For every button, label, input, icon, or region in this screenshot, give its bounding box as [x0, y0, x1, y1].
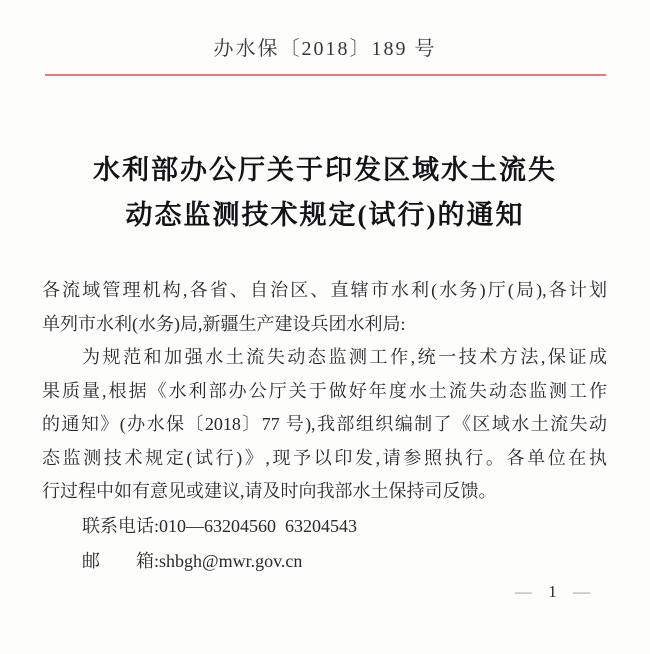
- body-line-salutation-2: 单列市水利(水务)局,新疆生产建设兵团水利局:: [42, 313, 406, 334]
- page-number-value: 1: [548, 582, 557, 601]
- body-line-paragraph-2: 果质量,根据《水利部办公厅关于做好年度水土流失动态监测工作: [42, 380, 607, 401]
- title-line-1: 水利部办公厅关于印发区域水土流失: [93, 155, 557, 185]
- document-body: [42, 274, 607, 579]
- title-line-2: 动态监测技术规定(试行)的通知: [125, 200, 525, 230]
- page-number-dash-right: —: [573, 582, 590, 601]
- page-number-dash-left: —: [515, 582, 532, 601]
- body-line-paragraph-5: 行过程中如有意见或建议,请及时向我部水土保持司反馈。: [42, 481, 497, 501]
- body-line-paragraph-4: 态监测技术规定(试行)》,现予以印发,请参照执行。各单位在执: [42, 447, 607, 468]
- document-number: 办水保〔2018〕189 号: [213, 38, 437, 60]
- contact-phone-line: 联系电话:010—63204560 63204543: [82, 515, 358, 536]
- page-number: [515, 582, 590, 602]
- red-divider-line: [45, 74, 606, 76]
- body-line-paragraph-3: 的通知》(办水保〔2018〕77 号),我部组织编制了《区域水土流失动: [42, 414, 607, 434]
- body-line-paragraph-1: 为规范和加强水土流失动态监测工作,统一技术方法,保证成: [82, 347, 607, 367]
- document-title: [0, 148, 650, 238]
- contact-email-line: 邮 箱:shbgh@mwr.gov.cn: [82, 550, 303, 571]
- body-line-salutation-1: 各流域管理机构,各省、自治区、直辖市水利(水务)厅(局),各计划: [42, 280, 607, 300]
